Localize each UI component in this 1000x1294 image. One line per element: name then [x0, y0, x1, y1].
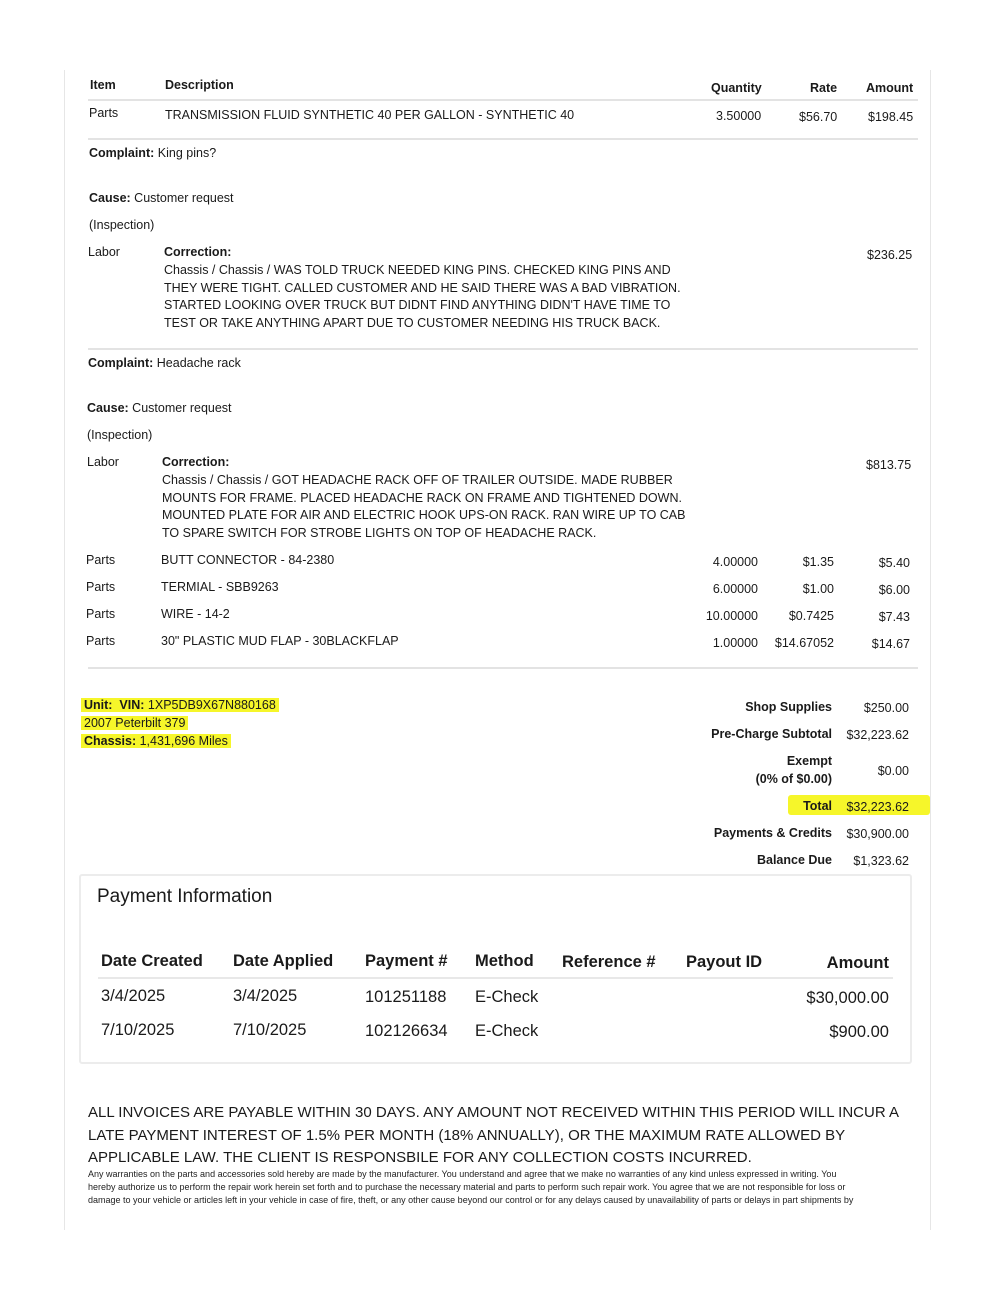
model-line [81, 716, 188, 731]
row-description: WIRE - 14-2 [161, 607, 230, 621]
labor-amount: $813.75 [866, 458, 912, 472]
payment-header-divider [98, 977, 893, 979]
unit-label: Unit: [84, 698, 113, 712]
inspection-text: (Inspection) [89, 218, 155, 232]
pay-amount: $900.00 [829, 1023, 889, 1041]
page-right-edge [930, 70, 931, 1230]
header-description: Description [165, 78, 234, 92]
correction-text: Chassis / Chassis / GOT HEADACHE RACK OFF OF TRAILER OUTSIDE. MADE RUBBER MOUNTS FOR FRAME. PLACED HEADACHE RACK ON FRAME AND TIGHTENED DOWN. MOUNTED PLATE FOR AIR AND ELECTRIC HOOK UPS-ON RACK. RAN WIRE UP TO CAB TO SPARE SWITCH FOR STROBE LIGHTS ON TOP OF HEADACHE RACK. [162, 473, 686, 540]
row-description: TRANSMISSION FLUID SYNTHETIC 40 PER GALLON - SYNTHETIC 40 [165, 108, 575, 122]
warranty-fine-print [88, 1168, 900, 1207]
fine-print-line: Any warranties on the parts and accessories sold hereby are made by the manufacturer. You understand and agree that we make no warranties of any kind unless expressed in writing. You [88, 1169, 837, 1179]
row-item: Parts [86, 607, 116, 621]
pay-amount: $30,000.00 [806, 989, 889, 1007]
row-rate: $1.35 [802, 555, 834, 569]
row-description: 30" PLASTIC MUD FLAP - 30BLACKFLAP [161, 634, 399, 648]
complaint-label: Complaint: [88, 356, 154, 370]
cause-label: Cause: [89, 191, 131, 205]
correction-label: Correction: [162, 455, 230, 469]
row-amount: $6.00 [878, 583, 910, 597]
row-rate: $1.00 [802, 582, 834, 596]
row-quantity: 4.00000 [712, 555, 758, 569]
chassis-line [81, 734, 231, 749]
shop-supplies-value: $250.00 [863, 701, 909, 715]
row-item: Parts [89, 106, 119, 120]
row-description: TERMIAL - SBB9263 [161, 580, 279, 594]
shop-supplies-label: Shop Supplies [745, 700, 832, 714]
pay-date-created: 3/4/2025 [101, 987, 166, 1005]
fine-print-line: damage to your vehicle or articles left in your vehicle in case of fire, theft, or any other cause beyond our control or for any delays caused by unavailability of parts or delays in part shipments by [88, 1195, 854, 1205]
exempt-sub-label: (0% of $0.00) [755, 772, 832, 786]
col-amount: Amount [826, 954, 889, 972]
precharge-label: Pre-Charge Subtotal [711, 727, 832, 741]
labor-label: Labor [87, 455, 119, 469]
cause-line [87, 401, 232, 416]
row-rate: $14.67052 [774, 636, 834, 650]
col-payout-id: Payout ID [686, 953, 763, 971]
inspection-text: (Inspection) [87, 428, 153, 442]
row-item: Parts [86, 580, 116, 594]
cause-line [89, 191, 234, 206]
vin-line [81, 698, 279, 713]
row-description: BUTT CONNECTOR - 84-2380 [161, 553, 335, 567]
fine-print-line: hereby authorize us to perform the repair work herein set forth and to purchase the necessary material and parts to perform such repair work. You agree that we are not responsible for loss or [88, 1182, 846, 1192]
labor-amount: $236.25 [867, 248, 913, 262]
payments-label: Payments & Credits [713, 826, 832, 840]
correction-text: Chassis / Chassis / WAS TOLD TRUCK NEEDED KING PINS. CHECKED KING PINS AND THEY WERE TIGHT. CALLED CUSTOMER AND HE SAID THERE WAS A BAD VIBRATION. STARTED LOOKING OVER TRUCK BUT DIDNT FIND ANYTHING DIDN'T HAVE TIME TO TEST OR TAKE ANYTHING APART DUE TO CUSTOMER NEEDING HIS TRUCK BACK. [164, 263, 681, 330]
payment-info-title: Payment Information [97, 886, 273, 907]
row-amount: $5.40 [878, 556, 910, 570]
header-quantity: Quantity [711, 81, 762, 95]
col-reference: Reference # [562, 953, 656, 971]
row-quantity: 10.00000 [705, 609, 758, 623]
pay-number: 101251188 [365, 988, 447, 1006]
chassis-label: Chassis: [84, 734, 137, 748]
row-rate: $56.70 [799, 110, 838, 124]
complaint-line [89, 146, 216, 161]
row-quantity: 3.50000 [716, 109, 762, 123]
payment-terms-notice: ALL INVOICES ARE PAYABLE WITHIN 30 DAYS. ANY AMOUNT NOT RECEIVED WITHIN THIS PERIOD WILL INCUR A LATE PAYMENT INTEREST OF 1.5% PER MONTH (18% ANNUALLY), OR THE MAXIMUM RATE ALLOWED BY APPLICABLE LAW. THE CLIENT IS RESPONSBILE FOR ANY COLLECTION COSTS INCURRED. [88, 1104, 899, 1166]
header-rate: Rate [810, 81, 838, 95]
row-quantity: 6.00000 [712, 582, 758, 596]
cause-text: Customer request [134, 191, 234, 205]
pay-date-applied: 7/10/2025 [233, 1021, 307, 1039]
complaint-label: Complaint: [89, 146, 155, 160]
precharge-value: $32,223.62 [846, 728, 909, 742]
cause-text: Customer request [132, 401, 232, 415]
exempt-value: $0.00 [877, 764, 909, 778]
pay-method: E-Check [475, 1022, 539, 1040]
header-item: Item [90, 78, 116, 92]
header-divider [88, 99, 918, 101]
labor-label: Labor [88, 245, 120, 259]
pay-method: E-Check [475, 988, 539, 1006]
complaint-text: Headache rack [156, 356, 241, 370]
complaint-text: King pins? [157, 146, 217, 160]
pay-date-created: 7/10/2025 [101, 1021, 175, 1039]
balance-label: Balance Due [756, 853, 832, 867]
balance-value: $1,323.62 [853, 854, 909, 868]
complaint-line [88, 356, 241, 371]
cause-label: Cause: [87, 401, 129, 415]
exempt-label: Exempt [786, 754, 832, 768]
header-amount: Amount [866, 81, 914, 95]
col-method: Method [475, 952, 534, 970]
model-value: 2007 Peterbilt 379 [81, 716, 188, 730]
page-left-edge [64, 70, 65, 1230]
section-divider [88, 667, 918, 669]
pay-date-applied: 3/4/2025 [233, 987, 298, 1005]
total-value: $32,223.62 [846, 800, 909, 814]
col-date-created: Date Created [101, 952, 203, 970]
section-divider [88, 138, 918, 140]
payments-value: $30,900.00 [846, 827, 909, 841]
vin-value: 1XP5DB9X67N880168 [147, 698, 276, 712]
vin-label: VIN: [119, 698, 145, 712]
row-item: Parts [86, 553, 116, 567]
chassis-value: 1,431,696 Miles [139, 734, 228, 748]
row-rate: $0.7425 [788, 609, 834, 623]
row-amount: $14.67 [871, 637, 910, 651]
col-payment-num: Payment # [365, 952, 448, 970]
col-date-applied: Date Applied [233, 952, 334, 970]
correction-label: Correction: [164, 245, 232, 259]
section-divider [88, 348, 918, 350]
total-label: Total [803, 799, 832, 813]
row-amount: $7.43 [878, 610, 910, 624]
row-amount: $198.45 [868, 110, 914, 124]
row-quantity: 1.00000 [712, 636, 758, 650]
pay-number: 102126634 [365, 1022, 448, 1040]
row-item: Parts [86, 634, 116, 648]
